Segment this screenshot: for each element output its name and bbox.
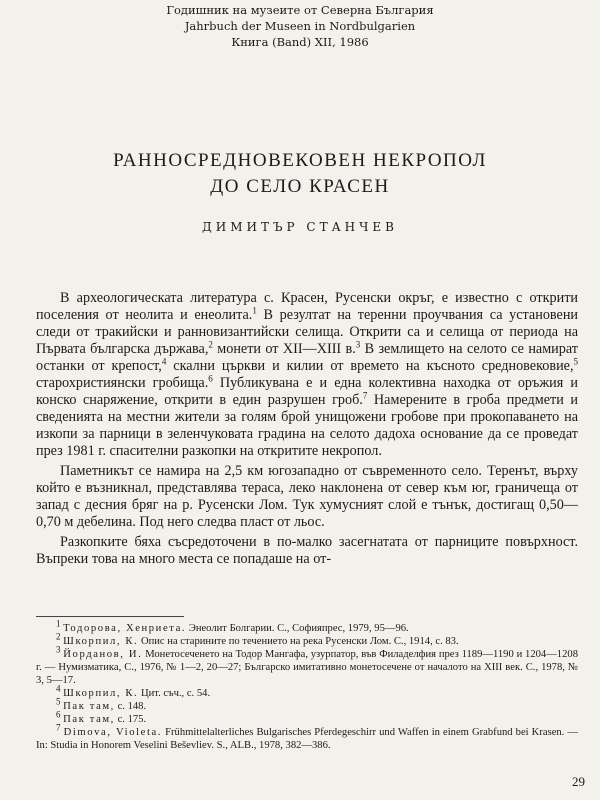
paragraph-2: Паметникът се намира на 2,5 км югозападно от съвременното село. Теренът, върху който е възникнал, представлява тераса, леко наклонена от север към юг, граничеща от запад с десния бряг на р. Русенски Лом. Тук хумусният слой е тънък, достигащ 0,50—0,70 м дебелина. Под него следва пласт от льос.: [36, 463, 578, 530]
footnote-ref-2: 2: [208, 339, 213, 350]
paragraph-1-text-a: В археологическата литература с. Красен, Русенски окръг, е известно с открити поселения от неолита и енеолита.: [36, 290, 578, 323]
footnote-3: [36, 644, 578, 687]
footnote-author: Шкорпил, К.: [63, 636, 139, 647]
footnote-author: Пак там,: [63, 701, 115, 712]
footnote-6: [36, 709, 578, 726]
paragraph-1-text-c: монети от XII—XIII в.: [212, 341, 356, 357]
footnote-number: 5: [56, 696, 61, 707]
footnote-ref-7: 7: [362, 390, 368, 401]
footnote-text: с. 175.: [114, 714, 147, 725]
paragraph-1-text-b: В резултат на теренни проучвания са установени следи от тракийски и ранновизантийски селища. Открити са и селища от периода на Първата българска държава,: [36, 307, 579, 357]
page-number: 29: [572, 774, 585, 789]
article-author: ДИМИТЪР СТАНЧЕВ: [202, 220, 398, 234]
footnote-number: 2: [56, 631, 61, 642]
footnote-text: Цит. съч., с. 54.: [138, 688, 211, 699]
footnotes: [36, 618, 579, 752]
footnote-author: Йорданов, И.: [63, 649, 143, 660]
paragraph-1-text-g: Публикувана е и една колективна находка от оръжия и конско снаряжение, открити в един разрушен гроб.: [36, 375, 578, 408]
footnote-ref-3: 3: [355, 339, 361, 350]
footnote-5: [36, 696, 578, 713]
paragraph-1-text-e: скални църкви и килии от времето на късното средновековие,: [166, 358, 574, 374]
footnote-text: Энеолит Болгарии. С., Софияпрес, 1979, 95—96.: [186, 623, 409, 634]
footnote-number: 6: [56, 709, 61, 720]
footnote-text: Frühmittelalterliches Bulgarisches Pferdegeschirr und Waffen in einem Grabfund bei Krasen. — In: Studia in Honorem Veselini Beševliev. S., ALB., 1978, 382—386.: [36, 727, 579, 751]
footnote-divider: [36, 616, 184, 617]
footnote-ref-1: 1: [252, 305, 257, 316]
footnote-7: [36, 722, 579, 752]
footnote-number: 4: [56, 683, 61, 694]
footnote-author: Шкорпил, К.: [63, 688, 139, 699]
article-title: [0, 148, 600, 200]
title-line-2: ДО СЕЛО КРАСЕН: [210, 176, 390, 197]
footnote-ref-4: 4: [161, 356, 167, 367]
footnote-number: 1: [56, 618, 61, 629]
paragraph-3: Разкопките бяха съсредоточени в по-малко засегнатата от парниците повърхност. Въпреки това на много места се попадаше на от-: [36, 534, 578, 567]
footnote-number: 7: [56, 722, 61, 733]
footnote-text: Опис на старините по течението на река Русенски Лом. С., 1914, с. 83.: [138, 636, 459, 647]
header-line-volume: Книга (Band) XII, 1986: [231, 35, 369, 49]
footnote-author: Пак там,: [63, 714, 115, 725]
footnote-4: [36, 683, 578, 700]
paragraph-1-text-f: старохристиянски гробища.: [36, 375, 209, 391]
footnote-1: [36, 618, 578, 635]
footnote-2: [36, 631, 578, 648]
footnote-number: 3: [56, 644, 61, 655]
title-line-1: РАННОСРЕДНОВЕКОВЕН НЕКРОПОЛ: [113, 150, 487, 171]
paragraph-1-text-h: Намерените в гроба предмети и сведенията на местни жители за голям брой унищожени гробове при прокопаването на изкопи за парници в зеленчуковата градина на селото дадоха основание да се проведат през 1981 г. спасителни разкопки на откритите некропол.: [36, 392, 578, 459]
footnote-text: Монетосеченето на Тодор Мангафа, узурпатор, във Филаделфия през 1189—1190 и 1204—1208 г. — Нумизматика, С., 1976, № 1—2, 20—27; Българско имитативно монетосечене от началото на XIII век. С., 1978, № 3, 5—17.: [36, 649, 578, 686]
footnote-ref-6: 6: [208, 373, 213, 384]
paragraph-1-text-d: В землището на селото се намират останки от крепост,: [36, 341, 578, 374]
footnote-text: с. 148.: [114, 701, 147, 712]
journal-header: [0, 2, 600, 50]
header-line-bulgarian: Годишник на музеите от Северна България: [166, 3, 434, 17]
footnote-author: Dimova, Violeta.: [63, 727, 163, 738]
header-line-german: Jahrbuch der Museen in Nordbulgarien: [184, 19, 416, 33]
paragraph-1: [36, 290, 578, 460]
footnote-ref-5: 5: [573, 356, 579, 367]
article-body: [36, 290, 578, 568]
footnote-author: Тодорова, Хенриета.: [63, 623, 187, 634]
